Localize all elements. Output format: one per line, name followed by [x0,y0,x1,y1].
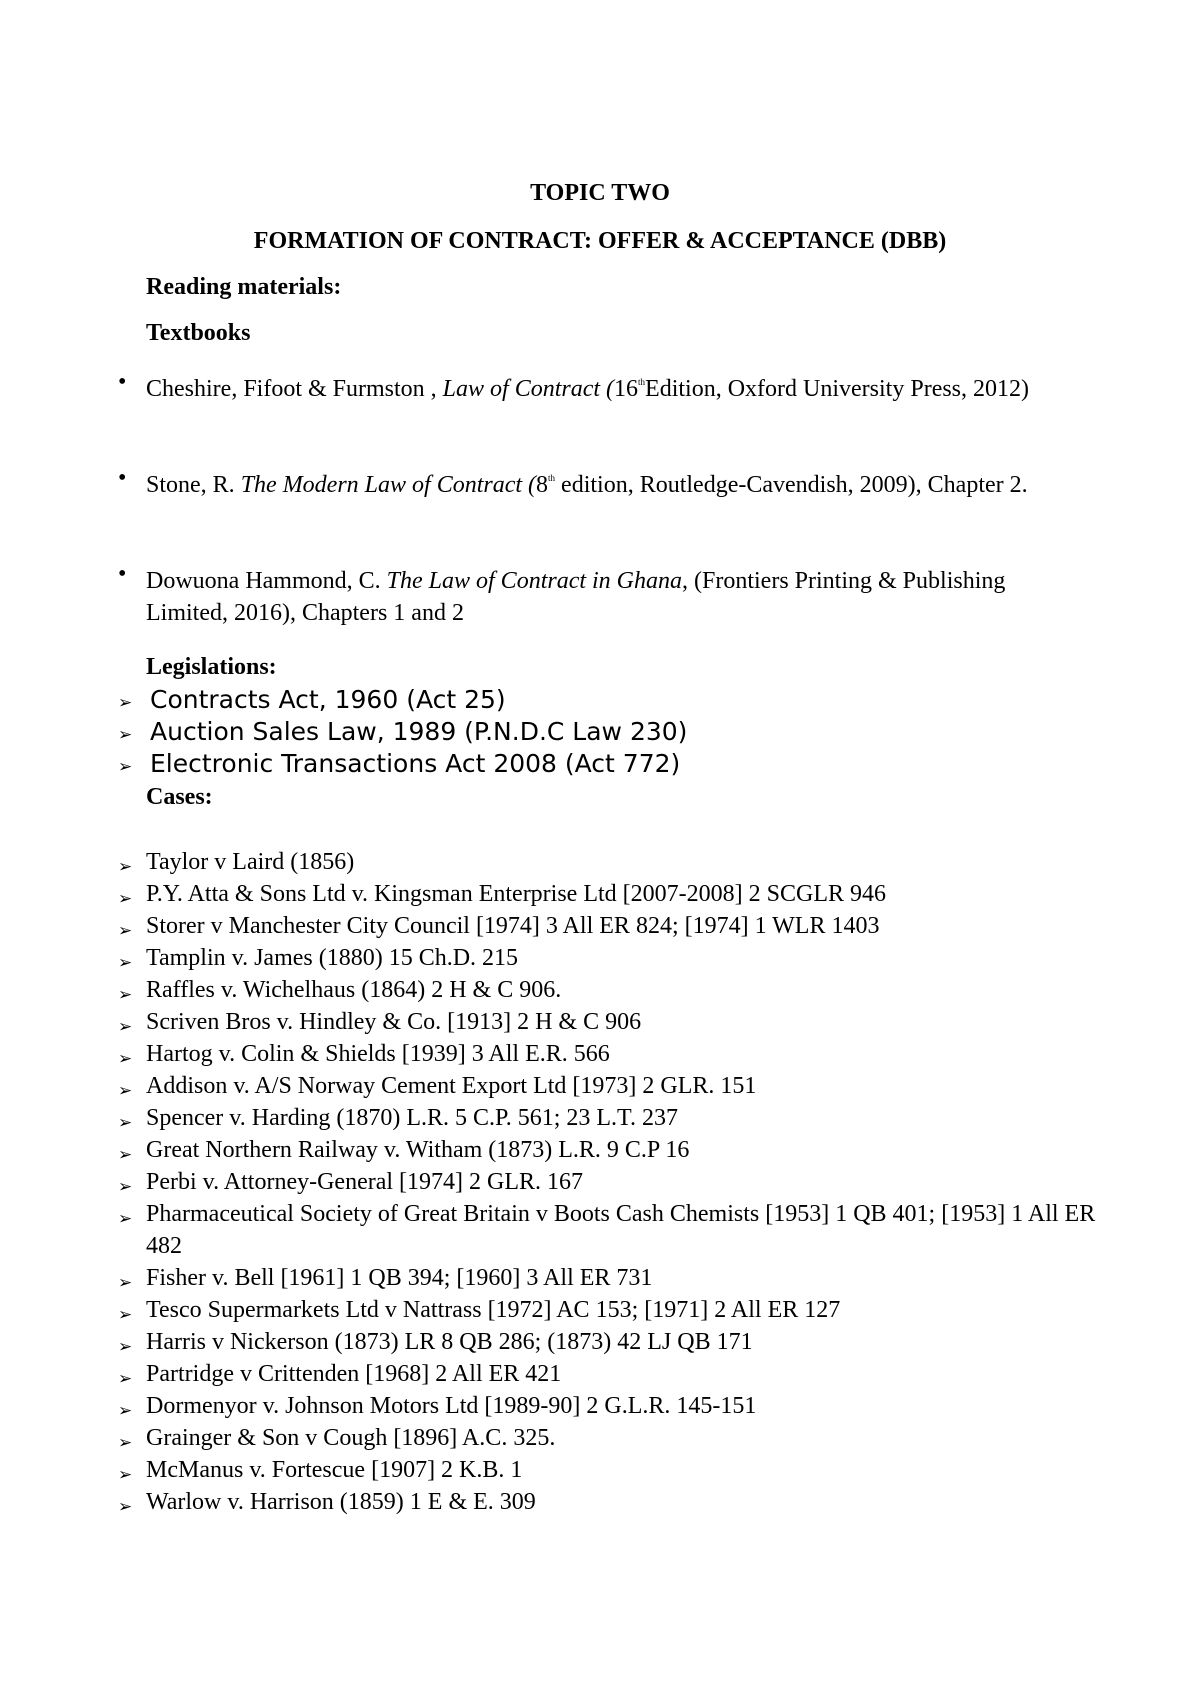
arrow-bullet-icon: ➢ [118,1017,133,1037]
reading-materials-heading: Reading materials: [146,274,342,300]
case-citation: Partridge v Crittenden [1968] 2 All ER 421 [146,1361,562,1387]
case-item [118,1038,1118,1070]
textbook-title: Law of Contract ( [442,376,615,402]
arrow-bullet-icon: ➢ [118,1337,133,1357]
case-citation: Perbi v. Attorney-General [1974] 2 GLR. 167 [146,1169,584,1195]
bullet-icon: • [118,369,127,395]
arrow-bullet-icon: ➢ [118,693,133,713]
textbook-edition-number: 16 [614,376,639,402]
case-citation: Tesco Supermarkets Ltd v Nattrass [1972] AC 153; [1971] 2 All ER 127 [146,1297,841,1323]
textbook-edition-number: 8 [536,472,549,498]
arrow-bullet-icon: ➢ [118,921,133,941]
textbook-publisher: , (Frontiers Printing & Publishing Limited, 2016), Chapters 1 and 2 [146,568,1006,626]
arrow-bullet-icon: ➢ [118,1113,133,1133]
textbook-item [118,558,1078,629]
textbook-title: The Modern Law of Contract ( [240,472,537,498]
case-citation: Grainger & Son v Cough [1896] A.C. 325. [146,1425,556,1451]
arrow-bullet-icon: ➢ [118,1209,133,1229]
document-title: FORMATION OF CONTRACT: OFFER & ACCEPTANCE (DBB) [253,228,947,254]
case-item [118,1262,1118,1294]
arrow-bullet-icon: ➢ [118,985,133,1005]
case-citation: Spencer v. Harding (1870) L.R. 5 C.P. 561; 23 L.T. 237 [146,1105,678,1131]
legislation-item [118,748,1118,780]
arrow-bullet-icon: ➢ [118,1401,133,1421]
textbook-edition-suffix: th [548,473,556,483]
case-item [118,1422,1118,1454]
textbook-author: Dowuona Hammond, C. [146,568,387,594]
case-citation: Storer v Manchester City Council [1974] 3 All ER 824; [1974] 1 WLR 1403 [146,913,880,939]
textbook-citation [146,366,1078,405]
legislation-text: Contracts Act, 1960 (Act 25) [150,685,506,714]
arrow-bullet-icon: ➢ [118,1497,133,1517]
case-citation: Harris v Nickerson (1873) LR 8 QB 286; (1873) 42 LJ QB 171 [146,1329,753,1355]
case-item [118,1134,1118,1166]
textbook-publisher: Edition, Oxford University Press, 2012) [645,376,1030,402]
arrow-bullet-icon: ➢ [118,1465,133,1485]
bullet-icon: • [118,465,127,491]
textbook-edition-suffix: th [638,377,646,387]
case-item [118,1358,1118,1390]
case-item [118,910,1118,942]
case-item [118,1294,1118,1326]
case-item [118,1102,1118,1134]
cases-heading: Cases: [146,784,213,810]
arrow-bullet-icon: ➢ [118,889,133,909]
legislation-text: Auction Sales Law, 1989 (P.N.D.C Law 230) [150,717,688,746]
case-item [118,1070,1118,1102]
case-citation: Fisher v. Bell [1961] 1 QB 394; [1960] 3 All ER 731 [146,1265,653,1291]
textbook-publisher: edition, Routledge-Cavendish, 2009), Chapter 2. [555,472,1028,498]
arrow-bullet-icon: ➢ [118,1081,133,1101]
case-item [118,1166,1118,1198]
case-citation: Hartog v. Colin & Shields [1939] 3 All E.R. 566 [146,1041,610,1067]
case-item [118,942,1118,974]
arrow-bullet-icon: ➢ [118,1369,133,1389]
case-item [118,1326,1118,1358]
case-item [118,1486,1118,1518]
arrow-bullet-icon: ➢ [118,953,133,973]
case-citation: Great Northern Railway v. Witham (1873) L.R. 9 C.P 16 [146,1137,690,1163]
legislation-text: Electronic Transactions Act 2008 (Act 772) [150,749,681,778]
case-citation: Addison v. A/S Norway Cement Export Ltd [1973] 2 GLR. 151 [146,1073,757,1099]
legislation-item [118,684,1118,716]
textbook-author: Cheshire, Fifoot & Furmston , [146,376,443,402]
case-citation: Dormenyor v. Johnson Motors Ltd [1989-90] 2 G.L.R. 145-151 [146,1393,757,1419]
arrow-bullet-icon: ➢ [118,1433,133,1453]
case-item [118,1390,1118,1422]
case-citation: Taylor v Laird (1856) [146,849,355,875]
arrow-bullet-icon: ➢ [118,857,133,877]
case-item [118,1454,1118,1486]
legislation-item [118,716,1118,748]
arrow-bullet-icon: ➢ [118,1049,133,1069]
textbook-citation [146,462,1078,501]
case-item [118,974,1118,1006]
arrow-bullet-icon: ➢ [118,1145,133,1165]
case-citation: P.Y. Atta & Sons Ltd v. Kingsman Enterprise Ltd [2007-2008] 2 SCGLR 946 [146,881,886,907]
case-citation: Scriven Bros v. Hindley & Co. [1913] 2 H & C 906 [146,1009,642,1035]
bullet-icon: • [118,561,127,587]
case-citation: Warlow v. Harrison (1859) 1 E & E. 309 [146,1489,536,1515]
case-item [118,1198,1118,1262]
case-item [118,878,1118,910]
case-item [118,1006,1118,1038]
arrow-bullet-icon: ➢ [118,1273,133,1293]
textbook-author: Stone, R. [146,472,241,498]
arrow-bullet-icon: ➢ [118,1177,133,1197]
textbook-item [118,366,1078,405]
textbook-title: The Law of Contract in Ghana [386,568,683,594]
case-citation: McManus v. Fortescue [1907] 2 K.B. 1 [146,1457,523,1483]
arrow-bullet-icon: ➢ [118,757,133,777]
textbooks-heading: Textbooks [146,320,251,346]
textbook-citation [146,558,1078,629]
case-citation: Raffles v. Wichelhaus (1864) 2 H & C 906. [146,977,562,1003]
case-list [118,846,1118,1518]
arrow-bullet-icon: ➢ [118,1305,133,1325]
case-item [118,846,1118,878]
legislations-heading: Legislations: [146,654,277,680]
topic-heading: TOPIC TWO [530,180,670,206]
arrow-bullet-icon: ➢ [118,725,133,745]
case-citation: Pharmaceutical Society of Great Britain v Boots Cash Chemists [1953] 1 QB 401; [1953] 1 All ER 482 [146,1201,1096,1259]
case-citation: Tamplin v. James (1880) 15 Ch.D. 215 [146,945,519,971]
textbook-item [118,462,1078,501]
